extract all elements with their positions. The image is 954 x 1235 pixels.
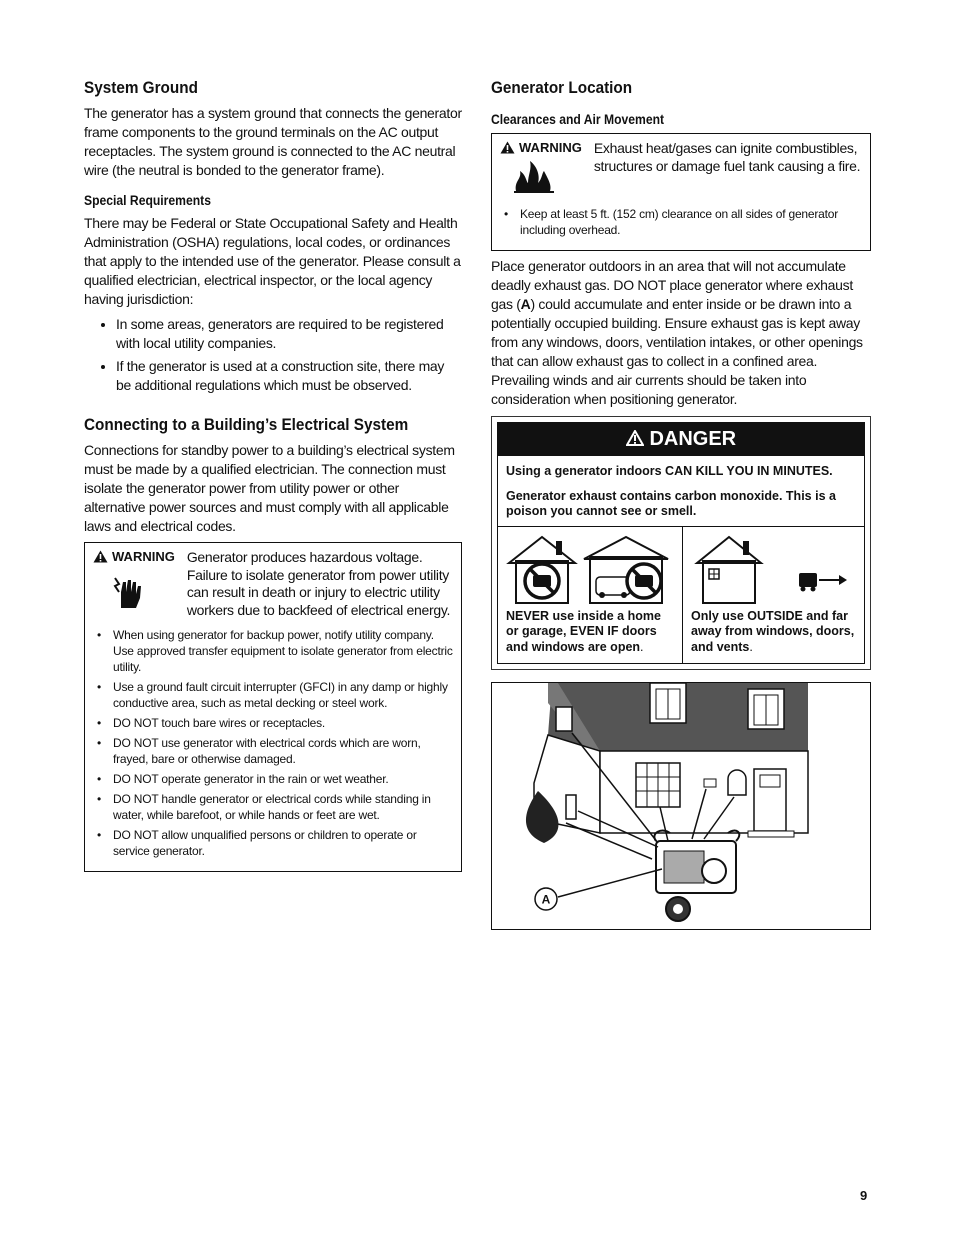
- outdoor-use-icon: [691, 533, 851, 605]
- danger-title: DANGER: [498, 423, 864, 456]
- list-item: • DO NOT touch bare wires or receptacles.: [105, 715, 453, 731]
- connecting-heading: Connecting to a Building’s Electrical System: [84, 415, 409, 434]
- exhaust-warning-box: [491, 133, 871, 251]
- generator-location-heading: Generator Location: [491, 78, 633, 97]
- never-inside-panel: [498, 527, 682, 664]
- list-item: • When using generator for backup power, notify utility company. Use approved transfer equipment to isolate generator from electric utility.: [105, 627, 453, 675]
- danger-label: [491, 416, 871, 670]
- list-item: • DO NOT handle generator or electrical cords while standing in water, while barefoot, or while hands or feet are wet.: [105, 791, 453, 823]
- voltage-warning-box: [84, 542, 462, 872]
- system-ground-heading: System Ground: [84, 78, 198, 97]
- system-ground-text: The generator has a system ground that connects the generator frame components to the ground terminals on the AC output receptacles. The system ground is connected to the AC neutral wire (the neutral is bonded to the generator frame).: [84, 105, 462, 178]
- page-number: 9: [860, 1188, 868, 1203]
- list-item: • DO NOT operate generator in the rain or wet weather.: [105, 771, 453, 787]
- right-column: [491, 78, 871, 930]
- never-inside-text: NEVER use inside a home or garage, EVEN IF doors and windows are open.: [506, 608, 661, 654]
- fire-icon: [512, 159, 556, 193]
- voltage-warning-list: [93, 627, 453, 859]
- list-item: • DO NOT use generator with electrical cords which are worn, frayed, bare or otherwise damaged.: [105, 735, 453, 767]
- figure-callout-label: A: [541, 892, 551, 907]
- connecting-text: Connections for standby power to a building’s electrical system must be made by a qualified electrician. The connection must isolate the generator power from utility power or other alternative power sources and must comply with all applicable laws and electrical codes.: [84, 442, 455, 534]
- warning-label: WARNING: [93, 549, 175, 564]
- location-paragraph: Place generator outdoors in an area that will not accumulate deadly exhaust gas. DO NOT place generator where exhaust gas (A) could accumulate and enter inside or be drawn into a potentially occupied building. Ensure exhaust gas is kept away from any windows, doors, ventilation intakes, or other openings that can allow exhaust gas to collect in a confined area. Prevailing winds and air currents should be taken into consideration when positioning generator.: [491, 258, 863, 407]
- danger-triangle-icon: [626, 430, 644, 446]
- list-item: • Keep at least 5 ft. (152 cm) clearance on all sides of generator including overhead.: [512, 206, 862, 238]
- list-item: • In some areas, generators are required to be registered with local utility companies.: [116, 315, 462, 353]
- clearances-heading: Clearances and Air Movement: [491, 112, 665, 127]
- no-indoor-use-icon: [506, 533, 674, 605]
- special-requirements-heading: Special Requirements: [84, 193, 211, 208]
- warning-triangle-icon: [93, 550, 108, 563]
- electric-shock-hand-icon: [109, 570, 149, 610]
- left-column: [84, 78, 462, 872]
- warning-label: WARNING: [500, 140, 582, 155]
- exhaust-warning-text: Exhaust heat/gases can ignite combustibles, structures or damage fuel tank causing a fire.: [593, 140, 861, 174]
- list-item: • DO NOT allow unqualified persons or children to operate or service generator.: [105, 827, 453, 859]
- list-item: • Use a ground fault circuit interrupter (GFCI) in any damp or highly conductive area, such as metal decking or steel work.: [105, 679, 453, 711]
- danger-line-2: Generator exhaust contains carbon monoxide. This is a poison you cannot see or smell.: [506, 488, 836, 518]
- outside-only-panel: [682, 527, 864, 664]
- voltage-warning-text: Generator produces hazardous voltage. Failure to isolate generator from power utility can result in death or injury to electric utility workers due to backfeed of electrical energy.: [186, 549, 451, 618]
- house-generator-illustration: [492, 683, 868, 927]
- warning-triangle-icon: [500, 141, 515, 154]
- special-requirements-list: [84, 315, 462, 395]
- list-item: • If the generator is used at a construction site, there may be additional regulations which must be observed.: [116, 357, 462, 395]
- outside-only-text: Only use OUTSIDE and far away from windows, doors, and vents.: [691, 608, 855, 654]
- special-requirements-text: There may be Federal or State Occupational Safety and Health Administration (OSHA) regulations, local codes, or ordinances that apply to the intended use of the generator. Please consult a qualified electrician, electrical inspector, or the local agency having jurisdiction:: [84, 215, 461, 307]
- generator-placement-figure: [491, 682, 871, 930]
- danger-line-1: Using a generator indoors CAN KILL YOU IN MINUTES.: [506, 464, 833, 478]
- exhaust-warning-list: [500, 206, 862, 238]
